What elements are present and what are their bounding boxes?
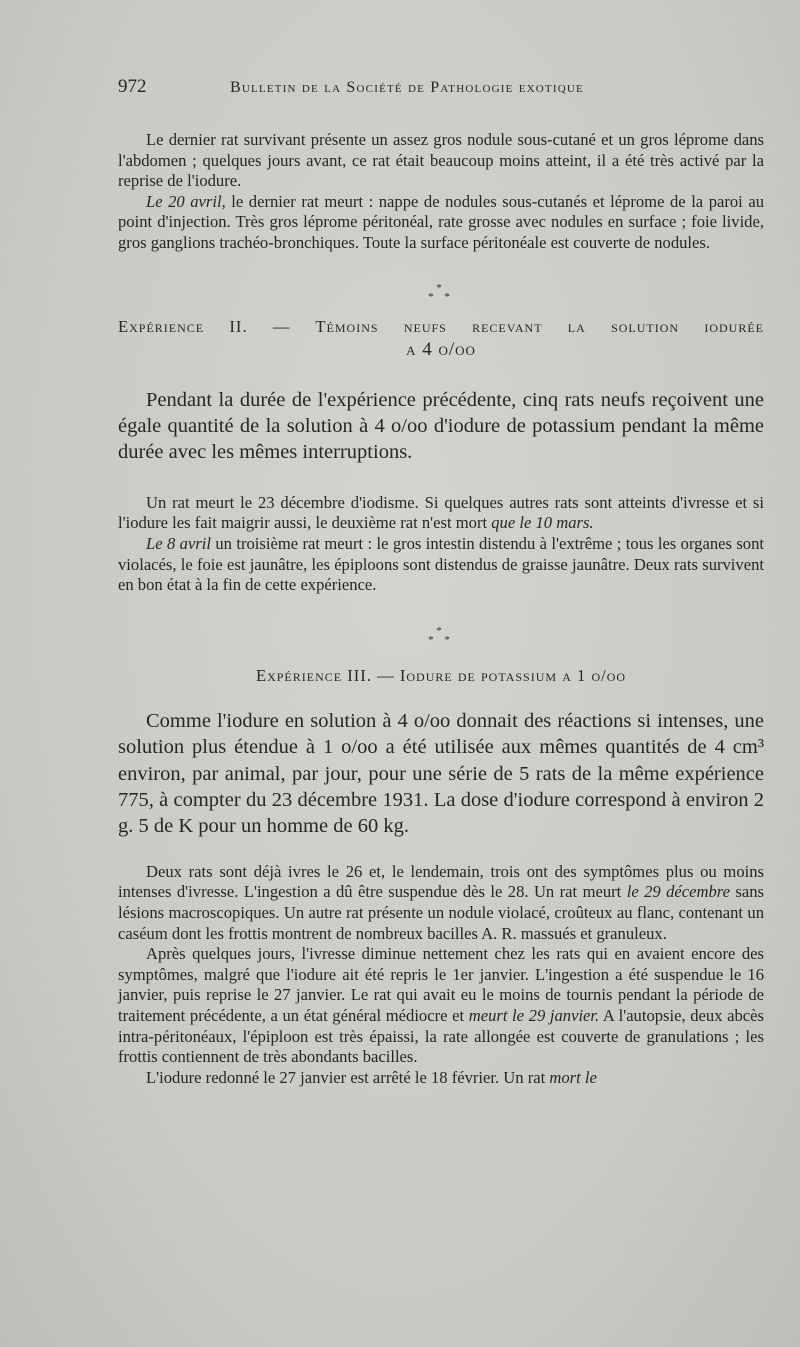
date-italic: Le 20 avril, (146, 191, 226, 211)
section-2-small-paragraph-1-text: Un rat meurt le 23 décembre d'iodisme. Si quelques autres rats sont atteints d'ivresse et si l'iodure les fait maigrir aussi, le deuxième rat n'est mort (118, 492, 764, 533)
asterism-top: * (436, 624, 446, 637)
asterism-1 (118, 281, 764, 303)
section-3-small-paragraph-1 (118, 862, 764, 944)
section-2-small-paragraph-2-italic: Le 8 avril (146, 533, 211, 553)
section-2-large-text (118, 387, 764, 466)
intro-paragraph-2 (118, 192, 764, 254)
section-2-small-paragraph-1 (118, 493, 764, 534)
section-3-small-paragraph-1a: Deux rats sont déjà ivres le 26 et, le lendemain, trois ont des symptômes plus ou moins intenses d'ivresse. L'ingestion a dû être suspendue dès le 28. Un rat meurt (118, 861, 764, 902)
section-3-small-paragraph-1-italic: le 29 décembre (626, 882, 730, 902)
page-number: 972 (118, 76, 147, 97)
intro-paragraph-2-text: le dernier rat meurt : nappe de nodules sous-cutanés et lépromе de la paroi au point d'injection. Très gros lépromе péritonéal, rate grosse avec nodules en surface ; foie livide, gros ganglions trachéo-bronchiques. Toute la surface péritonéale est couverte de nodules. (118, 191, 764, 252)
section-3-small-paragraph-2 (118, 944, 764, 1068)
asterism-bottom: * * (428, 290, 454, 303)
section-2-small-paragraph-2 (118, 534, 764, 596)
asterism-top: * (436, 281, 446, 294)
asterism-2 (118, 624, 764, 646)
asterism-bottom: * * (428, 633, 454, 646)
section-3-small-paragraph-3 (118, 1068, 764, 1089)
running-head (118, 76, 764, 106)
intro-block (118, 130, 764, 254)
section-heading-experience-3: Expérience III. — Iodure de potassium a 1 o/oo (255, 665, 627, 685)
section-2-large-paragraph: Pendant la durée de l'expérience précédente, cinq rats neufs reçoivent une égale quantité de la solution à 4 o/oo d'iodure de potassium pendant la même durée avec les mêmes interruptions. (118, 388, 764, 464)
intro-paragraph-1: Le dernier rat survivant présente un assez gros nodule sous-cutané et un gros lépromе dans l'abdomen ; quelques jours avant, ce rat était beaucoup moins atteint, il a été très activé par la reprise de l'iodure. (118, 130, 764, 191)
section-heading-experience-2-line-2: a 4 o/oo (406, 338, 476, 360)
section-2-small-paragraph-1-italic: que le 10 mars. (491, 513, 594, 533)
section-3-small-paragraph-2-italic: meurt le 29 janvier. (468, 1005, 600, 1025)
section-3-large-text (118, 708, 764, 840)
section-3-small-paragraph-3a: L'iodure redonné le 27 janvier est arrêté le 18 février. Un rat (146, 1067, 550, 1087)
journal-title: Bulletin de la Société de Pathologie exotique (230, 79, 584, 96)
section-3-small-paragraph-2a: Après quelques jours, l'ivresse diminue nettement chez les rats qui en avaient encore des symptômes, malgré que l'iodure ait été repris le 1er janvier. L'ingestion a été suspendue le 16 janvier, puis reprise le 27 janvier. Le rat qui avait eu le moins de tournis pendant la période de traitement précédente, a un état général médiocre et (118, 944, 764, 1025)
section-2-small-paragraph-2-text: un troisième rat meurt : le gros intestin distendu à l'extrême ; tous les organes sont violacés, le foie est jaunâtre, les épiploons sont distendus de graisse jaunâtre. Deux rats survivent en bon état à la fin de cette expérience. (118, 533, 764, 595)
section-3-small-text (118, 862, 764, 1089)
section-3-small-paragraph-3-italic: mort le (549, 1067, 597, 1087)
section-2-small-text (118, 493, 764, 596)
section-3-small-paragraph-2b: A l'autopsie, deux abcès intra-péritonéaux, l'épiploon est très épaissi, la rate allongée est couverte de granulations ; les frottis contiennent de très abondants bacilles. (118, 1005, 764, 1067)
section-3-small-paragraph-1b: sans lésions macroscopiques. Un autre rat présente un nodule violacé, croûteux au flanc, contenant un caséum dont les frottis montrent de nombreux bacilles A. R. massués et granuleux. (118, 882, 764, 943)
section-3-large-paragraph: Comme l'iodure en solution à 4 o/oo donnait des réactions si intenses, une solution plus étendue à 1 o/oo a été utilisée aux mêmes quantités de 4 cm³ environ, par animal, par jour, pour une série de 5 rats de la même expérience 775, à compter du 23 décembre 1931. La dose d'iodure correspond à environ 2 g. 5 de K pour un homme de 60 kg. (118, 709, 764, 838)
section-heading-experience-2: Expérience II. — Témoins neufs recevant la solution iodurée (118, 316, 764, 336)
